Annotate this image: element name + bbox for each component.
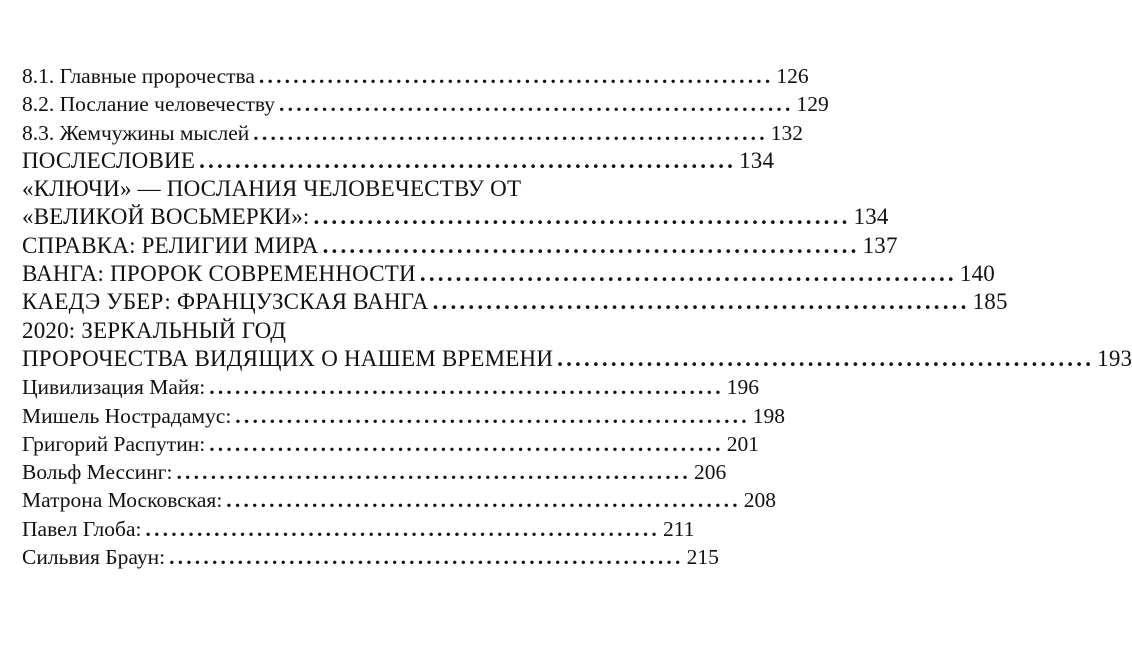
toc-dot-leader: ............................................................ bbox=[176, 460, 691, 485]
toc-entry bbox=[22, 458, 727, 486]
toc-entry-title: 8.1. Главные пророчества bbox=[22, 64, 255, 88]
toc-entry-title: Матрона Московская: bbox=[22, 488, 223, 513]
toc-entry bbox=[22, 345, 1132, 373]
toc-entry-title: ПРОРОЧЕСТВА ВИДЯЩИХ О НАШЕМ ВРЕМЕНИ bbox=[22, 345, 554, 371]
toc-dot-leader: ............................................................ bbox=[169, 545, 684, 570]
toc-entry bbox=[22, 260, 995, 288]
toc-entry bbox=[22, 486, 777, 514]
toc-entry-page-number: 134 bbox=[739, 147, 775, 173]
toc-entry bbox=[22, 430, 759, 458]
toc-entry-page-number: 206 bbox=[693, 460, 727, 485]
toc-entry-page-number: 129 bbox=[796, 92, 829, 117]
toc-entry-page-number: 211 bbox=[663, 516, 695, 541]
toc-dot-leader: ............................................................ bbox=[145, 516, 660, 541]
toc-entry bbox=[22, 543, 719, 571]
toc-entry bbox=[22, 288, 1008, 316]
toc-entry-title: СПРАВКА: РЕЛИГИИ МИРА bbox=[22, 232, 319, 258]
toc-entry-page-number: 126 bbox=[776, 64, 809, 88]
toc-entry bbox=[22, 232, 898, 260]
toc-dot-leader: ............................................................ bbox=[419, 261, 957, 287]
toc-entry-page-number: 208 bbox=[743, 488, 777, 513]
toc-dot-leader: ............................................................ bbox=[258, 64, 774, 88]
toc-entry-title: Григорий Распутин: bbox=[22, 431, 206, 456]
toc-dot-leader: ............................................................ bbox=[432, 289, 970, 315]
toc-entry-title: ПОСЛЕСЛОВИЕ bbox=[22, 147, 196, 173]
toc-entry-page-number: 134 bbox=[853, 204, 889, 230]
toc-dot-leader: ............................................................ bbox=[199, 147, 737, 173]
toc-entry bbox=[22, 317, 690, 345]
toc-dot-leader: ............................................................ bbox=[313, 204, 851, 230]
toc-dot-leader: ............................................................ bbox=[253, 120, 768, 145]
toc-entry bbox=[22, 62, 809, 90]
toc-entry-title: Павел Глоба: bbox=[22, 516, 142, 541]
toc-dot-leader: ............................................................ bbox=[557, 345, 1095, 371]
toc-entry-page-number: 215 bbox=[686, 545, 719, 570]
toc-entry-page-number: 198 bbox=[752, 403, 786, 428]
toc-entry-page-number: 137 bbox=[862, 232, 898, 258]
toc-entry-title: КАЕДЭ УБЕР: ФРАНЦУЗСКАЯ ВАНГА bbox=[22, 289, 429, 315]
toc-dot-leader: ............................................................ bbox=[209, 431, 724, 456]
toc-entry bbox=[22, 175, 690, 203]
toc-entry-title: 2020: ЗЕРКАЛЬНЫЙ ГОД bbox=[22, 317, 287, 343]
toc-entry-title: Сильвия Браун: bbox=[22, 545, 166, 570]
toc-entry-title: «КЛЮЧИ» — ПОСЛАНИЯ ЧЕЛОВЕЧЕСТВУ ОТ bbox=[22, 176, 522, 202]
toc-entry bbox=[22, 373, 760, 401]
toc-entry-title: «ВЕЛИКОЙ ВОСЬМЕРКИ»: bbox=[22, 204, 310, 230]
toc-entry bbox=[22, 203, 889, 231]
toc-entry-page-number: 185 bbox=[972, 289, 1008, 315]
toc-entry-page-number: 196 bbox=[726, 375, 760, 400]
toc-entry-page-number: 201 bbox=[726, 431, 759, 456]
toc-entry-title: 8.3. Жемчужины мыслей bbox=[22, 120, 250, 145]
toc-entry bbox=[22, 515, 695, 543]
table-of-contents bbox=[22, 62, 1132, 571]
toc-entry-title: ВАНГА: ПРОРОК СОВРЕМЕННОСТИ bbox=[22, 261, 416, 287]
toc-dot-leader: ............................................................ bbox=[322, 232, 860, 258]
toc-entry bbox=[22, 119, 804, 147]
toc-entry bbox=[22, 90, 829, 118]
toc-dot-leader: ............................................................ bbox=[209, 375, 724, 400]
toc-entry-page-number: 132 bbox=[770, 120, 804, 145]
toc-entry bbox=[22, 402, 786, 430]
toc-dot-leader: ............................................................ bbox=[235, 403, 750, 428]
toc-dot-leader: ............................................................ bbox=[226, 488, 741, 513]
toc-entry-title: Мишель Нострадамус: bbox=[22, 403, 232, 428]
toc-entry bbox=[22, 147, 775, 175]
toc-dot-leader: ............................................................ bbox=[279, 92, 794, 117]
toc-entry-title: Цивилизация Майя: bbox=[22, 375, 206, 400]
toc-entry-title: Вольф Мессинг: bbox=[22, 460, 173, 485]
toc-entry-title: 8.2. Послание человечеству bbox=[22, 92, 276, 117]
toc-entry-page-number: 193 bbox=[1097, 345, 1132, 371]
toc-entry-page-number: 140 bbox=[959, 261, 995, 287]
